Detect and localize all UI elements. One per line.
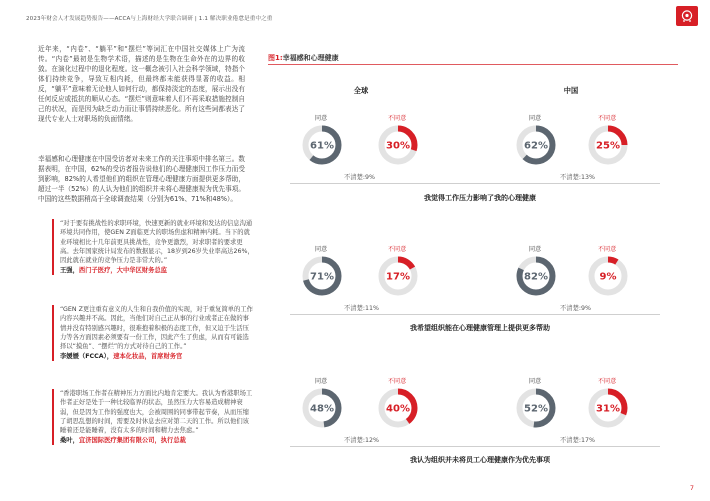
head-icon [680, 9, 694, 23]
donut-value-label: 52% [524, 403, 548, 415]
page-number: 7 [689, 484, 694, 492]
donut-r2-china-disagree [587, 387, 629, 429]
running-header: 2023年财会人才发展趋势报告——ACCA与上海财经大学联合调研 | 1.1 解决职业倦怠是重中之重 [26, 16, 273, 22]
row-divider [290, 446, 660, 447]
donut-value-label: 71% [310, 271, 334, 283]
donut-r2-global-agree [301, 387, 343, 429]
disagree-label: 不同意 [387, 115, 407, 122]
row-divider [290, 314, 660, 315]
agree-label: 同意 [314, 246, 328, 253]
quote-attribution [60, 353, 182, 360]
donut-r2-china-agree [515, 387, 557, 429]
quote-attribution [60, 437, 186, 444]
body-paragraph-1: 近年来，“内卷”、“躺平”和“摆烂”等词汇在中国社交媒体上广为流传。“内卷”最初是生物学术语，描述的是生物在生命外在的边界的收敛。在演化过程中的退化程度。这一概念被引入社会科学领域，特指个体们持续竞争，导致互相内耗，但最终都未能获得显著的收益。相反，“躺平”意味着无论他人如何行动，都保持淡定的态度，展示出没有任何反应或抵抗的顺从心态。“摆烂”则意味着人们不再采取措施控制自己的状况，而是因为缺乏动力而让事情持续恶化。所有这些词都表达了现代专业人士对职场的负面情绪。 [38, 45, 245, 124]
donut-r1-global-disagree [377, 255, 419, 297]
agree-label: 同意 [314, 378, 328, 385]
figure-title-text: 幸福感和心理健康 [282, 54, 339, 62]
donut-value-label: 17% [386, 271, 410, 283]
row-caption: 我觉得工作压力影响了我的心理健康 [424, 194, 536, 202]
donut-r1-china-disagree [587, 255, 629, 297]
unsure-label: 不清楚:11% [344, 305, 380, 312]
donut-value-label: 48% [310, 403, 334, 415]
unsure-label: 不清楚:9% [560, 305, 592, 312]
figure-number: 图1: [268, 54, 283, 62]
donut-value-label: 25% [596, 140, 620, 152]
disagree-label: 不同意 [597, 378, 617, 385]
disagree-label: 不同意 [387, 378, 407, 385]
donut-r1-global-agree [301, 255, 343, 297]
quote-2 [52, 305, 255, 361]
unsure-label: 不清楚:9% [344, 174, 376, 181]
quote-1 [52, 219, 255, 275]
donut-value-label: 62% [524, 140, 548, 152]
quote-attribution [60, 267, 167, 274]
donut-value-label: 30% [386, 140, 410, 152]
disagree-label: 不同意 [597, 115, 617, 122]
donut-r0-global-agree [301, 124, 343, 166]
donut-value-label: 9% [599, 271, 617, 283]
unsure-label: 不清楚:12% [344, 437, 380, 444]
donut-value-label: 61% [310, 140, 334, 152]
body-paragraph-2: 幸福感和心理健康在中国受访者对未来工作的关注事项中排名第三。数据表明，在中国，62%的受访者报告说他们的心理健康因工作压力而受到影响，82%的人希望他们的组织在管理心理健康方面提供更多帮助，超过一半（52%）的人认为他们的组织并未将心理健康视为优先事项。中国的这些数据稍高于全球调查结果（分别为61%、71%和48%）。 [38, 155, 245, 204]
row-caption: 我认为组织并未将员工心理健康作为优先事项 [410, 456, 550, 464]
donut-r0-global-disagree [377, 124, 419, 166]
figure-divider [268, 64, 678, 65]
donut-r0-china-disagree [587, 124, 629, 166]
donut-value-label: 31% [596, 403, 620, 415]
agree-label: 同意 [314, 115, 328, 122]
quote-author: 王强， [60, 266, 79, 274]
donut-r0-china-agree [515, 124, 557, 166]
column-header-global: 全球 [353, 86, 369, 95]
acca-logo [676, 6, 698, 26]
quote-3 [52, 389, 255, 445]
donut-r2-global-disagree [377, 387, 419, 429]
agree-label: 同意 [528, 246, 542, 253]
disagree-label: 不同意 [387, 246, 407, 253]
column-header-china: 中国 [563, 86, 579, 95]
quote-author: 李媛媛（FCCA）， [60, 352, 114, 360]
quote-author: 桑叶， [60, 436, 79, 444]
agree-label: 同意 [528, 378, 542, 385]
row-divider [290, 183, 660, 184]
quote-org: 西门子医疗，大中华区财务总监 [78, 266, 168, 274]
row-caption: 我希望组织能在心理健康管理上提供更多帮助 [410, 324, 550, 332]
donut-value-label: 40% [386, 403, 410, 415]
agree-label: 同意 [528, 115, 542, 122]
donut-value-label: 82% [524, 271, 548, 283]
disagree-label: 不同意 [597, 246, 617, 253]
unsure-label: 不清楚:13% [560, 174, 596, 181]
quote-text: “GEN Z更注重有意义的人生和自我价值的实现，对于重复简单的工作内容兴趣并不高。因此，当他们对自己正从事的行业或者正在做的事情并没有特别感兴趣时，很难抱着积极的态度工作，但又迫于生活压力等各方面因素必须要有一份工作，因此产生了焦虑，从而有可能选择以“摸鱼”、“摆烂”的方式对待自己的工作。” [60, 306, 253, 351]
quote-org: 宜济国际医疗集团有限公司，执行总裁 [78, 436, 186, 444]
donut-r1-china-agree [515, 255, 557, 297]
unsure-label: 不清楚:17% [560, 437, 596, 444]
figure-title [268, 53, 339, 63]
quote-text: “香港职场工作者在精神压力方面比内地肯定要大。我认为香港职场工作者正好是处于一种比较临界的状态，虽然压力大容易造成精神衰弱，但是因为工作的强度也大，会被周围的同事带起节奏，从而压缩了胡思乱想的时间，需要及时休息去应对第二天的工作。所以他们该睡着还是能睡着，没有太多的时间和精力去焦虑。” [60, 390, 253, 435]
quote-org: 速本化妆品，首席财务官 [113, 352, 183, 360]
quote-text: “对于要有挑战性的求职环境，快速更新的就业环境和发达的信息沟通环境共同作用，使GEN Z面临更大的职场焦虑和精神内耗。当下的就业环境相比十几年前更具挑战性，竞争更激烈，对求职者的要求更高。去年国家统计局发布的数据显示，18岁到26岁失业率高达26%，因此就在就业的竞争压力是非常大的。” [60, 220, 254, 265]
